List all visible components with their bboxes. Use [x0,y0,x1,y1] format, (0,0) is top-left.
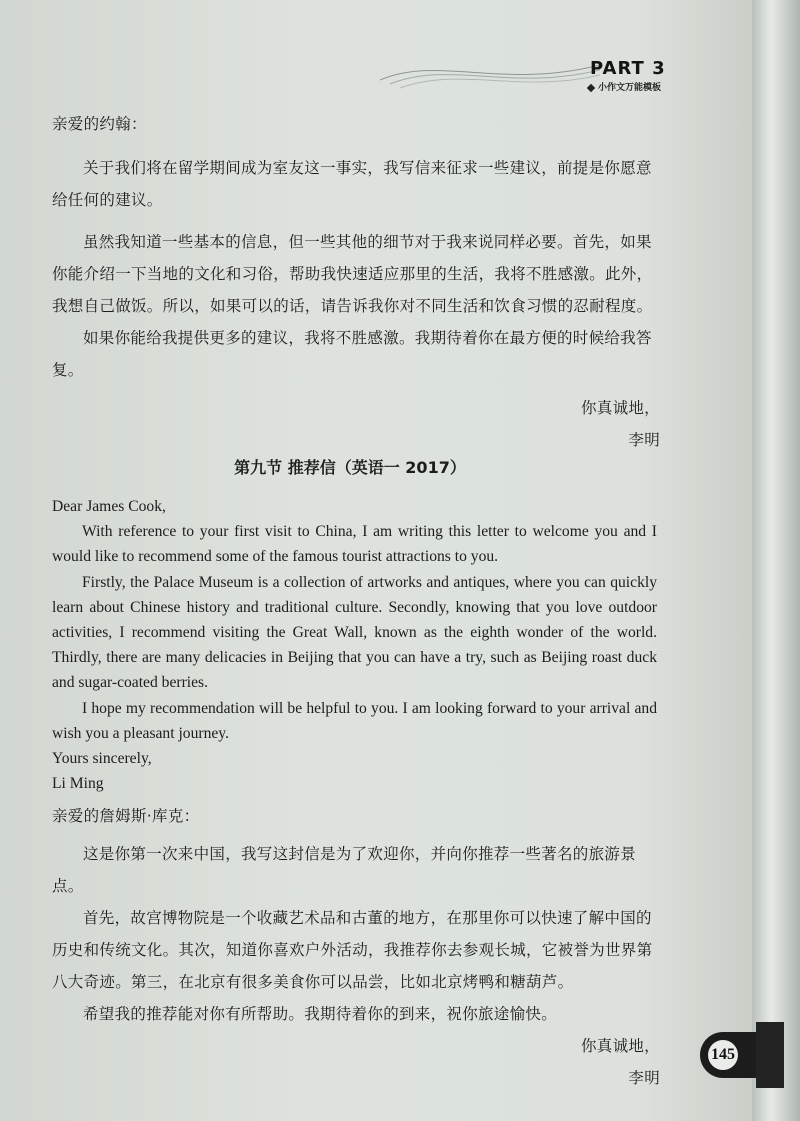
letter1-cn [52,108,660,456]
letter-en-paragraph-2: Firstly, the Palace Museum is a collection of artworks and antiques, where you can quickly learn about Chinese history and traditional culture. Secondly, knowing that you love outdoor activities, I recommend visiting the Great Wall, known as the eighth wonder of the world. Thirdly, there are many delicacies in Beijing that you can have a try, such as Beijing roast duck and sugar-coated berries. [52,573,657,692]
letter1-paragraph-2: 虽然我知道一些基本的信息，但一些其他的细节对于我来说同样必要。首先，如果你能介绍一下当地的文化和习俗，帮助我快速适应那里的生活，我将不胜感激。此外，我想自己做饭。所以，如果可以的话，请告诉我你对不同生活和饮食习惯的忍耐程度。 [52,233,653,315]
letter1-salutation: 亲爱的约翰： [52,115,147,133]
page-number: 145 [708,1040,738,1070]
letter-en-closing: Yours sincerely, [52,750,152,768]
part-label: PART 3 [590,58,666,79]
letter1-paragraph-1: 关于我们将在留学期间成为室友这一事实，我写信来征求一些建议，前提是你愿意给任何的建议。 [52,159,652,209]
part-subtitle-text: 小作文万能模板 [598,83,662,93]
letter2-paragraph-2: 首先，故宫博物院是一个收藏艺术品和古董的地方，在那里你可以快速了解中国的历史和传统文化。其次，知道你喜欢户外活动，我推荐你去参观长城，它被誉为世界第八大奇迹。第三，在北京有很多美食你可以品尝，比如北京烤鸭和糖葫芦。 [52,909,653,991]
page-edge-tab [756,1022,784,1088]
letter2-salutation: 亲爱的詹姆斯·库克： [52,807,200,825]
letter-en-signature: Li Ming [52,775,104,793]
letter2-closing: 你真诚地， [580,1037,660,1055]
letter-en-paragraph-1: With reference to your first visit to China, I am writing this letter to welcome you and I would like to recommend some of the famous tourist attractions to you. [52,523,657,566]
page-number-tab [700,1032,756,1078]
letter1-closing: 你真诚地， [580,399,660,417]
letter2-signature: 李明 [628,1069,660,1087]
letter1-paragraph-3: 如果你能给我提供更多的建议，我将不胜感激。我期待着你在最方便的时候给我答复。 [52,329,652,379]
header-wave-ornament [380,50,600,95]
letter2-paragraph-3: 希望我的推荐能对你有所帮助。我期待着你的到来，祝你旅途愉快。 [83,1005,558,1023]
letter-en-paragraph-3: I hope my recommendation will be helpful to you. I am looking forward to your arrival and wish you a pleasant journey. [52,699,657,742]
letter-en [52,494,657,796]
part-subtitle [588,80,661,93]
letter2-cn [52,800,660,1094]
section-title: 第九节 推荐信（英语一 2017） [234,458,466,477]
diamond-icon [587,83,595,91]
letter1-signature: 李明 [628,431,660,449]
letter-en-salutation: Dear James Cook, [52,498,166,515]
book-spine [752,0,800,1121]
letter2-paragraph-1: 这是你第一次来中国，我写这封信是为了欢迎你，并向你推荐一些著名的旅游景点。 [52,845,637,895]
